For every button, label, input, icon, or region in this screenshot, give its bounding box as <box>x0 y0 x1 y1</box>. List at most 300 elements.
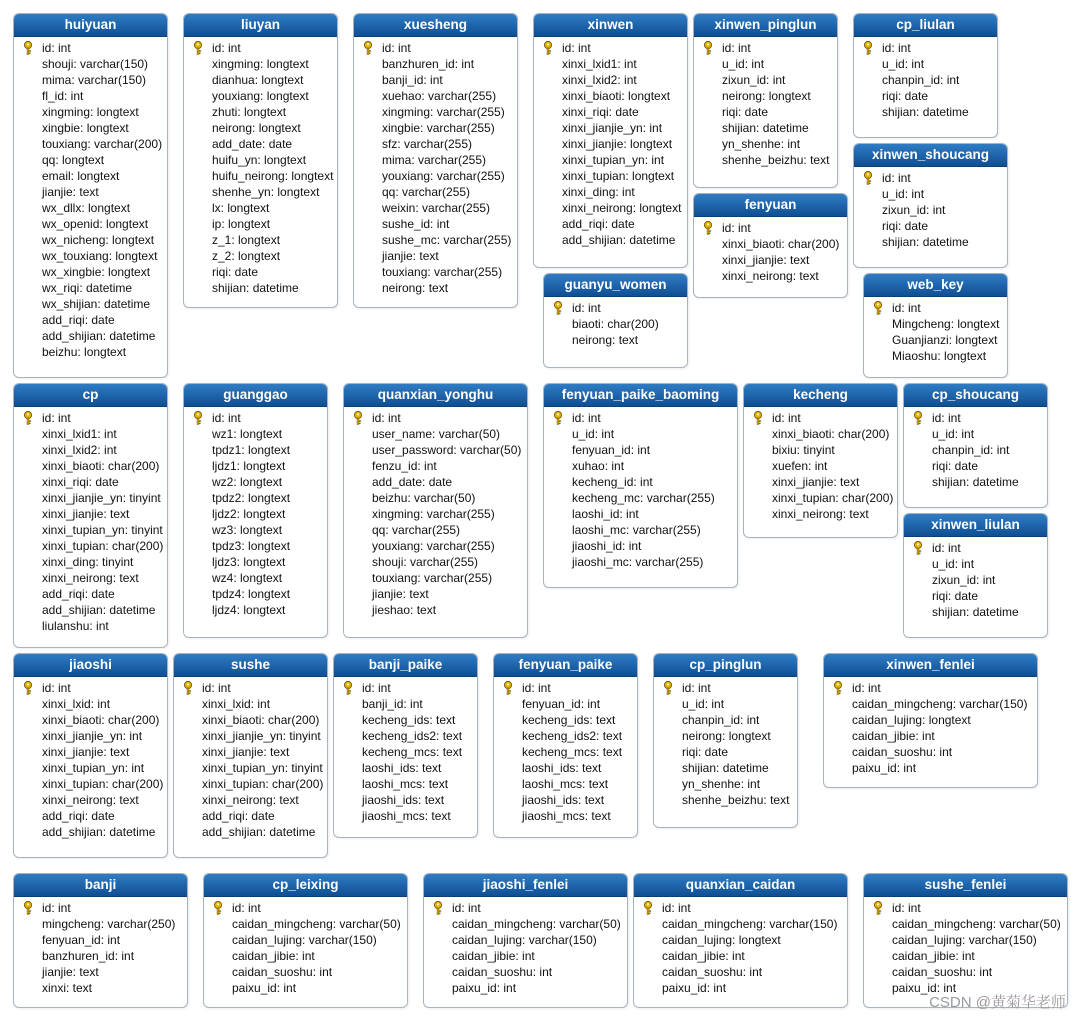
field-list <box>854 37 997 124</box>
field-label: jianjie: text <box>42 965 99 979</box>
watermark: CSDN @黄菊华老师 <box>929 994 1066 1011</box>
table-title: xuesheng <box>354 14 517 37</box>
field-label: caidan_lujing: varchar(150) <box>232 933 377 947</box>
table-field <box>14 458 167 474</box>
table-title: guanggao <box>184 384 327 407</box>
table-field <box>14 426 167 442</box>
key-icon <box>193 411 205 425</box>
field-label: caidan_suoshu: int <box>662 965 763 979</box>
table-cp <box>13 383 168 648</box>
primary-key-field <box>824 680 1037 696</box>
field-label: user_password: varchar(50) <box>372 443 522 457</box>
table-title: fenyuan <box>694 194 847 217</box>
table-xinwen-shoucang <box>853 143 1008 268</box>
table-field <box>334 792 477 808</box>
table-field <box>184 200 337 216</box>
table-field <box>654 776 797 792</box>
table-field <box>14 72 167 88</box>
field-label: zixun_id: int <box>882 203 946 217</box>
table-field <box>904 442 1047 458</box>
table-field <box>334 776 477 792</box>
field-label: caidan_jibie: int <box>892 949 975 963</box>
field-label: caidan_mingcheng: varchar(150) <box>852 697 1028 711</box>
table-title: banji <box>14 874 187 897</box>
field-label: xinxi_jianjie: longtext <box>562 137 673 151</box>
table-title: quanxian_caidan <box>634 874 847 897</box>
table-cp-liulan <box>853 13 998 138</box>
field-label: xinxi_riqi: date <box>42 475 119 489</box>
table-field <box>14 136 167 152</box>
field-label: riqi: date <box>722 105 769 119</box>
field-label: dianhua: longtext <box>212 73 304 87</box>
field-label: riqi: date <box>882 219 929 233</box>
field-label: xinxi_jianjie_yn: int <box>42 729 143 743</box>
primary-key-field <box>744 410 897 426</box>
key-icon <box>833 681 845 695</box>
table-field <box>544 474 737 490</box>
table-field <box>424 932 627 948</box>
table-field <box>184 216 337 232</box>
field-label: shijian: datetime <box>682 761 769 775</box>
field-label: laoshi_mcs: text <box>362 777 449 791</box>
field-label: kecheng_ids2: text <box>522 729 623 743</box>
field-label: youxiang: varchar(255) <box>382 169 505 183</box>
table-field <box>534 184 687 200</box>
table-field <box>424 948 627 964</box>
table-guanggao <box>183 383 328 638</box>
field-label: caidan_lujing: longtext <box>662 933 781 947</box>
table-title: cp_pinglun <box>654 654 797 677</box>
primary-key-field <box>544 410 737 426</box>
field-label: id: int <box>932 411 961 425</box>
field-label: xinxi_tupian_yn: tinyint <box>42 523 163 537</box>
field-label: z_1: longtext <box>212 233 281 247</box>
table-field <box>184 538 327 554</box>
field-label: ljdz4: longtext <box>212 603 286 617</box>
key-icon <box>433 901 445 915</box>
table-field <box>354 56 517 72</box>
table-field <box>694 88 837 104</box>
table-field <box>864 916 1067 932</box>
table-field <box>204 948 407 964</box>
key-icon <box>343 681 355 695</box>
field-label: wx_dllx: longtext <box>42 201 131 215</box>
field-label: xinxi_tupian: char(200) <box>202 777 324 791</box>
table-field <box>344 458 527 474</box>
key-icon <box>913 541 925 555</box>
key-icon <box>913 411 925 425</box>
field-label: zhuti: longtext <box>212 105 287 119</box>
field-label: kecheng_id: int <box>572 475 653 489</box>
table-field <box>14 808 167 824</box>
field-label: Mingcheng: longtext <box>892 317 1000 331</box>
primary-key-field <box>694 40 837 56</box>
table-field <box>534 232 687 248</box>
table-banji-paike <box>333 653 478 838</box>
field-list <box>534 37 687 252</box>
table-field <box>344 554 527 570</box>
field-list <box>544 297 687 352</box>
table-sushe-fenlei <box>863 873 1068 1008</box>
field-label: add_riqi: date <box>42 313 115 327</box>
primary-key-field <box>854 40 997 56</box>
field-label: touxiang: varchar(255) <box>382 265 503 279</box>
field-label: xinxi_jianjie: text <box>722 253 810 267</box>
table-field <box>184 586 327 602</box>
primary-key-field <box>424 900 627 916</box>
table-field <box>744 474 897 490</box>
field-label: add_shijian: datetime <box>562 233 676 247</box>
table-field <box>654 696 797 712</box>
table-field <box>184 56 337 72</box>
field-label: id: int <box>372 411 401 425</box>
field-label: add_riqi: date <box>42 809 115 823</box>
table-field <box>354 216 517 232</box>
table-field <box>14 280 167 296</box>
field-label: caidan_lujing: varchar(150) <box>892 933 1037 947</box>
field-label: shijian: datetime <box>722 121 809 135</box>
field-label: wz1: longtext <box>212 427 283 441</box>
table-field <box>904 572 1047 588</box>
field-label: mima: varchar(150) <box>42 73 147 87</box>
field-label: xingming: longtext <box>212 57 309 71</box>
table-field <box>354 280 517 296</box>
table-field <box>354 104 517 120</box>
table-field <box>534 120 687 136</box>
table-field <box>494 776 637 792</box>
field-label: paixu_id: int <box>892 981 957 995</box>
field-label: huifu_neirong: longtext <box>212 169 334 183</box>
primary-key-field <box>344 410 527 426</box>
table-field <box>174 776 327 792</box>
field-label: qq: varchar(255) <box>372 523 461 537</box>
field-label: ljdz2: longtext <box>212 507 286 521</box>
field-label: jiaoshi_ids: text <box>362 793 445 807</box>
field-label: paixu_id: int <box>852 761 917 775</box>
table-field <box>14 586 167 602</box>
table-field <box>634 964 847 980</box>
field-label: wz2: longtext <box>212 475 283 489</box>
field-label: ip: longtext <box>212 217 271 231</box>
primary-key-field <box>654 680 797 696</box>
primary-key-field <box>184 40 337 56</box>
table-field <box>864 316 1007 332</box>
table-field <box>544 458 737 474</box>
field-label: kecheng_ids: text <box>362 713 456 727</box>
field-label: id: int <box>662 901 691 915</box>
field-label: beizhu: varchar(50) <box>372 491 476 505</box>
table-field <box>654 744 797 760</box>
table-field <box>744 426 897 442</box>
field-label: xinxi_jianjie_yn: tinyint <box>42 491 161 505</box>
field-label: u_id: int <box>682 697 725 711</box>
field-label: caidan_mingcheng: varchar(50) <box>232 917 401 931</box>
table-field <box>354 200 517 216</box>
field-label: jiaoshi_id: int <box>572 539 642 553</box>
key-icon <box>543 41 555 55</box>
table-field <box>544 442 737 458</box>
field-label: xinxi_tupian_yn: int <box>562 153 665 167</box>
table-field <box>14 328 167 344</box>
field-label: xinxi_ding: tinyint <box>42 555 134 569</box>
field-label: neirong: longtext <box>682 729 771 743</box>
table-field <box>184 232 337 248</box>
key-icon <box>873 901 885 915</box>
table-field <box>534 168 687 184</box>
key-icon <box>703 41 715 55</box>
field-label: id: int <box>722 41 751 55</box>
table-field <box>694 120 837 136</box>
table-field <box>904 458 1047 474</box>
table-field <box>334 728 477 744</box>
table-field <box>354 232 517 248</box>
field-label: xuehao: varchar(255) <box>382 89 497 103</box>
table-field <box>344 506 527 522</box>
table-field <box>544 426 737 442</box>
table-field <box>184 120 337 136</box>
table-field <box>864 948 1067 964</box>
field-label: add_date: date <box>212 137 293 151</box>
table-field <box>694 136 837 152</box>
table-field <box>694 104 837 120</box>
table-field <box>904 474 1047 490</box>
table-title: cp <box>14 384 167 407</box>
table-field <box>744 506 897 522</box>
field-list <box>184 407 327 622</box>
table-field <box>14 522 167 538</box>
table-field <box>14 728 167 744</box>
field-label: jiaoshi_mcs: text <box>362 809 451 823</box>
field-label: kecheng_ids2: text <box>362 729 463 743</box>
table-title: cp_liulan <box>854 14 997 37</box>
field-label: xinxi_jianjie: text <box>42 745 130 759</box>
field-label: id: int <box>42 681 71 695</box>
table-field <box>494 728 637 744</box>
field-label: paixu_id: int <box>452 981 517 995</box>
field-label: id: int <box>42 411 71 425</box>
field-label: caidan_mingcheng: varchar(150) <box>662 917 838 931</box>
table-field <box>344 490 527 506</box>
field-list <box>904 537 1047 624</box>
field-label: tpdz4: longtext <box>212 587 291 601</box>
field-label: user_name: varchar(50) <box>372 427 501 441</box>
table-field <box>184 474 327 490</box>
field-label: chanpin_id: int <box>882 73 960 87</box>
table-title: banji_paike <box>334 654 477 677</box>
field-label: mingcheng: varchar(250) <box>42 917 176 931</box>
field-label: id: int <box>882 171 911 185</box>
table-field <box>534 104 687 120</box>
table-field <box>14 916 187 932</box>
key-icon <box>353 411 365 425</box>
field-label: laoshi_mcs: text <box>522 777 609 791</box>
table-field <box>494 696 637 712</box>
table-field <box>14 932 187 948</box>
field-label: u_id: int <box>722 57 765 71</box>
field-label: xinxi_lxid1: int <box>562 57 637 71</box>
field-label: touxiang: varchar(255) <box>372 571 493 585</box>
table-title: sushe_fenlei <box>864 874 1067 897</box>
field-label: caidan_mingcheng: varchar(50) <box>892 917 1061 931</box>
field-label: shijian: datetime <box>882 235 969 249</box>
field-label: jianjie: text <box>42 185 99 199</box>
table-field <box>354 136 517 152</box>
table-field <box>184 490 327 506</box>
key-icon <box>193 41 205 55</box>
table-field <box>634 948 847 964</box>
field-label: xingbie: varchar(255) <box>382 121 495 135</box>
field-list <box>14 407 167 638</box>
table-xinwen-fenlei <box>823 653 1038 788</box>
field-label: banzhuren_id: int <box>42 949 135 963</box>
field-label: xinxi_jianjie_yn: int <box>562 121 663 135</box>
field-label: xinxi_neirong: text <box>42 793 139 807</box>
field-label: xinxi_jianjie_yn: tinyint <box>202 729 321 743</box>
field-label: xinxi_neirong: text <box>202 793 299 807</box>
table-title: liuyan <box>184 14 337 37</box>
primary-key-field <box>904 540 1047 556</box>
table-field <box>14 760 167 776</box>
primary-key-field <box>334 680 477 696</box>
table-field <box>694 152 837 168</box>
field-label: wx_riqi: datetime <box>42 281 133 295</box>
key-icon <box>23 681 35 695</box>
field-label: mima: varchar(255) <box>382 153 487 167</box>
table-field <box>184 426 327 442</box>
table-field <box>184 458 327 474</box>
primary-key-field <box>354 40 517 56</box>
table-field <box>534 72 687 88</box>
field-label: yn_shenhe: int <box>722 137 801 151</box>
table-field <box>14 104 167 120</box>
field-label: u_id: int <box>882 187 925 201</box>
table-field <box>744 490 897 506</box>
table-field <box>904 426 1047 442</box>
table-fenyuan-paike <box>493 653 638 838</box>
field-label: youxiang: longtext <box>212 89 309 103</box>
field-label: banji_id: int <box>382 73 443 87</box>
table-field <box>184 184 337 200</box>
table-field <box>204 932 407 948</box>
table-field <box>694 72 837 88</box>
table-field <box>494 712 637 728</box>
field-list <box>864 897 1067 1000</box>
field-label: riqi: date <box>212 265 259 279</box>
field-label: xinxi: text <box>42 981 93 995</box>
field-label: fenzu_id: int <box>372 459 437 473</box>
field-list <box>634 897 847 1000</box>
field-label: ljdz1: longtext <box>212 459 286 473</box>
field-label: xinxi_biaoti: char(200) <box>722 237 840 251</box>
primary-key-field <box>854 170 1007 186</box>
field-list <box>824 677 1037 780</box>
field-label: lx: longtext <box>212 201 270 215</box>
table-field <box>344 474 527 490</box>
table-title: fenyuan_paike <box>494 654 637 677</box>
table-field <box>694 268 847 284</box>
table-field <box>634 932 847 948</box>
field-label: id: int <box>932 541 961 555</box>
field-list <box>424 897 627 1000</box>
key-icon <box>703 221 715 235</box>
field-label: shenhe_yn: longtext <box>212 185 320 199</box>
field-label: caidan_lujing: longtext <box>852 713 971 727</box>
table-field <box>184 152 337 168</box>
primary-key-field <box>494 680 637 696</box>
field-list <box>344 407 527 622</box>
field-label: sushe_mc: varchar(255) <box>382 233 512 247</box>
field-label: id: int <box>882 41 911 55</box>
table-field <box>174 696 327 712</box>
field-label: paixu_id: int <box>662 981 727 995</box>
field-label: xinxi_lxid1: int <box>42 427 117 441</box>
table-field <box>544 316 687 332</box>
table-field <box>334 696 477 712</box>
key-icon <box>753 411 765 425</box>
field-label: shijian: datetime <box>212 281 299 295</box>
table-field <box>334 712 477 728</box>
table-field <box>654 760 797 776</box>
field-label: shijian: datetime <box>882 105 969 119</box>
field-label: id: int <box>892 301 921 315</box>
table-field <box>534 88 687 104</box>
primary-key-field <box>694 220 847 236</box>
field-label: shijian: datetime <box>932 605 1019 619</box>
field-label: tpdz2: longtext <box>212 491 291 505</box>
table-title: xinwen_liulan <box>904 514 1047 537</box>
field-list <box>544 407 737 574</box>
table-sushe <box>173 653 328 858</box>
table-title: kecheng <box>744 384 897 407</box>
key-icon <box>643 901 655 915</box>
table-field <box>184 72 337 88</box>
table-field <box>14 538 167 554</box>
field-label: caidan_suoshu: int <box>452 965 553 979</box>
table-field <box>344 602 527 618</box>
field-label: add_shijian: datetime <box>42 825 156 839</box>
key-icon <box>863 41 875 55</box>
field-label: xinxi_lxid: int <box>42 697 111 711</box>
field-label: jiaoshi_ids: text <box>522 793 605 807</box>
field-label: add_riqi: date <box>562 217 635 231</box>
field-label: yn_shenhe: int <box>682 777 761 791</box>
table-field <box>14 442 167 458</box>
field-label: xinxi_tupian: char(200) <box>42 777 164 791</box>
table-field <box>174 824 327 840</box>
table-field <box>854 72 997 88</box>
table-field <box>14 964 187 980</box>
key-icon <box>23 901 35 915</box>
key-icon <box>23 411 35 425</box>
field-label: xingming: longtext <box>42 105 139 119</box>
field-label: id: int <box>212 41 241 55</box>
table-field <box>14 744 167 760</box>
table-field <box>14 216 167 232</box>
table-field <box>904 588 1047 604</box>
field-list <box>694 217 847 288</box>
field-label: neirong: longtext <box>722 89 811 103</box>
table-field <box>14 248 167 264</box>
field-label: id: int <box>892 901 921 915</box>
field-list <box>14 677 167 844</box>
field-label: id: int <box>42 41 71 55</box>
table-field <box>854 104 997 120</box>
field-label: shenhe_beizhu: text <box>682 793 790 807</box>
table-field <box>174 728 327 744</box>
primary-key-field <box>14 410 167 426</box>
field-label: id: int <box>362 681 391 695</box>
primary-key-field <box>544 300 687 316</box>
